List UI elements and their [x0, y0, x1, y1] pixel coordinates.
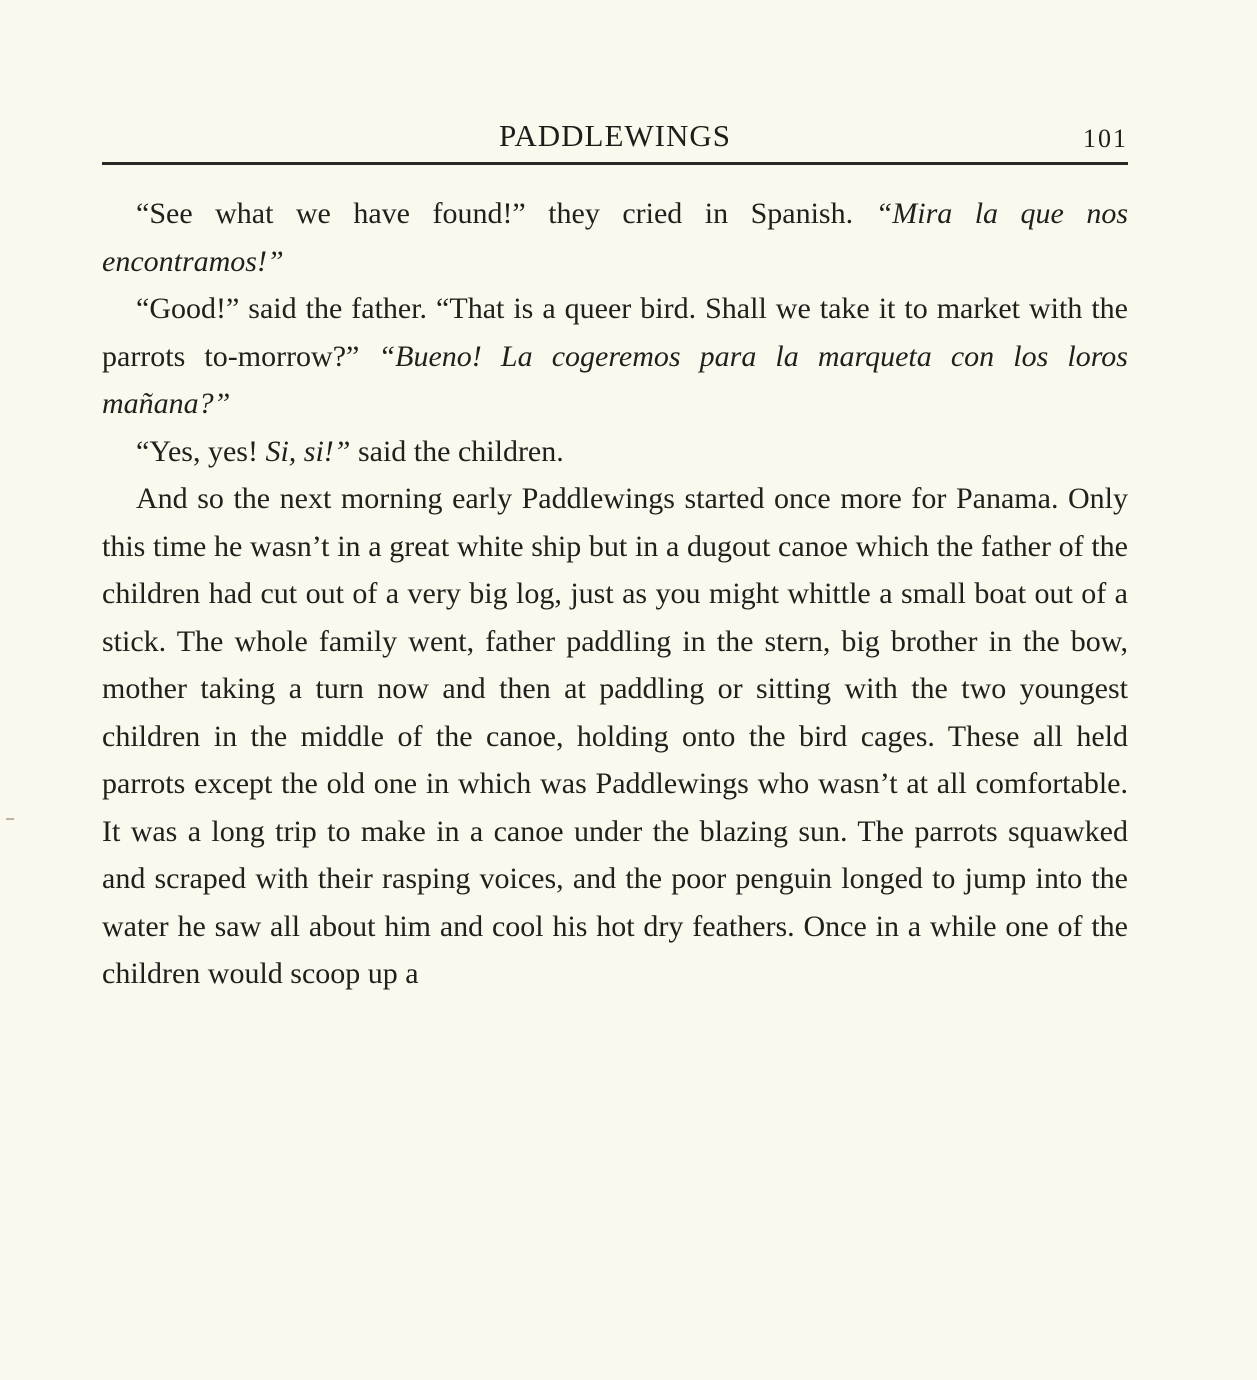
page-number: 101 [1083, 124, 1128, 153]
text-segment: “Yes, yes! [136, 434, 266, 468]
scan-mark [6, 818, 14, 820]
paragraph [102, 475, 1128, 998]
italic-spanish-text: “Bueno! La cogeremos para la marqueta con los loros mañana?” [102, 339, 1128, 420]
italic-spanish-text: Si, si!” [265, 434, 351, 468]
text-segment: “Good!” said the father. “That is a queer bird. Shall we take it to market with the parrots to-morrow?” [102, 292, 1128, 373]
text-segment: “See what we have found!” they cried in Spanish. [136, 197, 876, 230]
paragraph [102, 190, 1128, 285]
text-segment: said the children. [350, 434, 564, 468]
paragraph [102, 285, 1128, 428]
body-text [102, 190, 1128, 998]
text-segment: And so the next morning early Paddlewings started once more for Panama. Only this time he wasn’t in a great white ship but in a dugout canoe which the father of the children had cut out of a very big log, just as you might whittle a small boat out of a stick. The whole family went, father paddling in the stern, big brother in the bow, mother taking a turn now and then at paddling or sitting with the two youngest children in the middle of the canoe, holding onto the bird cages. These all held parrots except the old one in which was Paddlewings who wasn’t at all comfortable. It was a long trip to make in a canoe under the blazing sun. The parrots squawked and scraped with their rasping voices, and the poor penguin longed to jump into the water he saw all about him and cool his hot dry feathers. Once in a while one of the children would scoop up a [102, 482, 1128, 990]
running-title: PADDLEWINGS [498, 118, 732, 153]
italic-spanish-text: “Mira la que nos encontramos!” [102, 197, 1128, 278]
header-rule [102, 162, 1128, 165]
page-header [102, 112, 1128, 164]
paragraph [102, 428, 1128, 476]
